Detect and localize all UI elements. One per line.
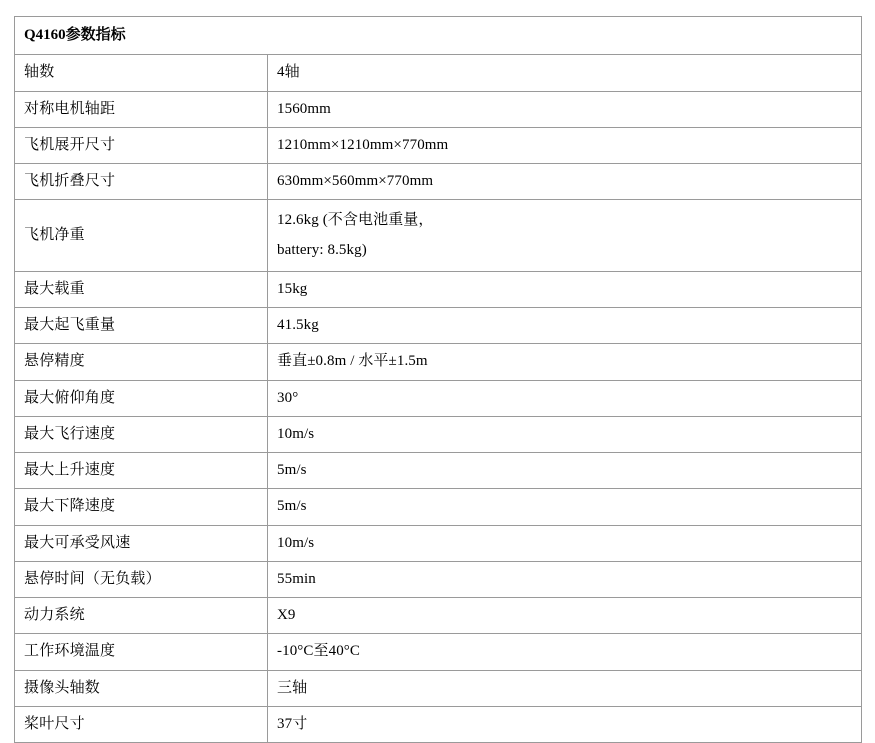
specification-table [14, 16, 862, 743]
table-row [15, 525, 862, 561]
spec-value [268, 308, 862, 344]
table-header-row [15, 17, 862, 55]
table-row [15, 380, 862, 416]
spec-label: 动力系统 [15, 598, 268, 634]
table-row [15, 127, 862, 163]
spec-value [268, 200, 862, 272]
spec-value [268, 344, 862, 380]
spec-label: 悬停时间（无负载） [15, 561, 268, 597]
spec-label: 摄像头轴数 [15, 670, 268, 706]
spec-value-line: 10m/s [277, 534, 315, 551]
spec-value [268, 706, 862, 742]
table-row [15, 271, 862, 307]
table-row [15, 706, 862, 742]
spec-label: 最大飞行速度 [15, 416, 268, 452]
spec-value-line: 55min [277, 570, 316, 587]
spec-label: 最大下降速度 [15, 489, 268, 525]
spec-value-line: 630mm×560mm×770mm [277, 173, 434, 189]
table-row [15, 55, 862, 91]
spec-value [268, 598, 862, 634]
table-row [15, 634, 862, 670]
spec-value [268, 453, 862, 489]
spec-value [268, 525, 862, 561]
table-row [15, 670, 862, 706]
spec-value-line: 37寸 [277, 715, 308, 732]
spec-label: 最大载重 [15, 271, 268, 307]
spec-label: 桨叶尺寸 [15, 706, 268, 742]
spec-value [268, 55, 862, 91]
spec-label: 轴数 [15, 55, 268, 91]
spec-value-line: 垂直±0.8m / 水平±1.5m [277, 353, 428, 370]
spec-value [268, 670, 862, 706]
table-row [15, 164, 862, 200]
spec-label: 最大起飞重量 [15, 308, 268, 344]
table-row [15, 416, 862, 452]
spec-label: 悬停精度 [15, 344, 268, 380]
spec-value-line: 10m/s [277, 425, 315, 442]
spec-value [268, 416, 862, 452]
spec-label: 最大俯仰角度 [15, 380, 268, 416]
table-row [15, 308, 862, 344]
spec-value [268, 634, 862, 670]
table-row [15, 561, 862, 597]
table-row [15, 598, 862, 634]
spec-label: 最大可承受风速 [15, 525, 268, 561]
spec-value [268, 489, 862, 525]
spec-value-line: 30° [277, 389, 299, 406]
table-title: Q4160参数指标 [15, 17, 862, 55]
spec-value-line: 1210mm×1210mm×770mm [277, 136, 449, 153]
table-row [15, 453, 862, 489]
spec-label: 对称电机轴距 [15, 91, 268, 127]
table-row [15, 200, 862, 272]
spec-value-line: 4轴 [277, 64, 300, 81]
spec-value-line: 12.6kg (不含电池重量， [277, 212, 434, 229]
spec-value-line: battery: 8.5kg) [277, 241, 367, 258]
spec-value-line: X9 [277, 607, 296, 623]
table-header [15, 17, 862, 55]
spec-value [268, 164, 862, 200]
spec-label: 飞机净重 [15, 200, 268, 272]
spec-label: 工作环境温度 [15, 634, 268, 670]
table-body [15, 55, 862, 743]
spec-value [268, 127, 862, 163]
spec-value-line: 三轴 [277, 679, 308, 696]
spec-label: 最大上升速度 [15, 453, 268, 489]
spec-label: 飞机展开尺寸 [15, 127, 268, 163]
spec-value [268, 271, 862, 307]
spec-value-line: 1560mm [277, 100, 331, 117]
table-row [15, 344, 862, 380]
spec-value [268, 380, 862, 416]
table-row [15, 91, 862, 127]
spec-value-line: 5m/s [277, 498, 307, 515]
spec-value-line: 5m/s [277, 462, 307, 478]
spec-value [268, 91, 862, 127]
spec-label: 飞机折叠尺寸 [15, 164, 268, 200]
table-row [15, 489, 862, 525]
spec-value-line: 41.5kg [277, 317, 319, 333]
spec-value-line: -10°C至40°C [277, 643, 361, 660]
spec-value [268, 561, 862, 597]
spec-value-line: 15kg [277, 280, 308, 297]
